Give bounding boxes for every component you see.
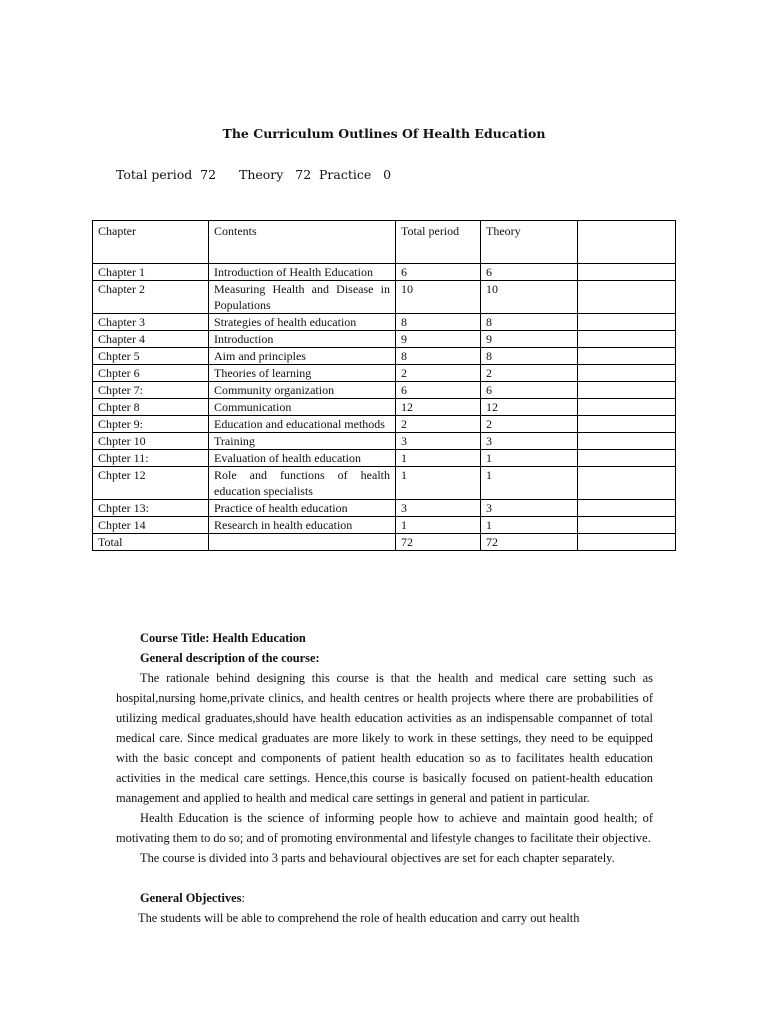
table-row bbox=[93, 534, 676, 551]
course-title: Course Title: Health Education bbox=[140, 631, 306, 645]
contents-cell: Education and educational methods bbox=[209, 416, 396, 433]
total-period-cell: 2 bbox=[396, 365, 481, 382]
theory-cell: 1 bbox=[481, 517, 578, 534]
extra-cell bbox=[578, 331, 676, 348]
extra-cell bbox=[578, 382, 676, 399]
total-period-cell: 10 bbox=[396, 281, 481, 314]
extra-cell bbox=[578, 500, 676, 517]
extra-cell bbox=[578, 348, 676, 365]
curriculum-table bbox=[92, 220, 676, 551]
contents-cell: Evaluation of health education bbox=[209, 450, 396, 467]
chapter-cell: Chapter 1 bbox=[93, 264, 209, 281]
chapter-cell: Chapter 2 bbox=[93, 281, 209, 314]
description-paragraph-3: The course is divided into 3 parts and behavioural objectives are set for each chapter separately. bbox=[140, 851, 615, 865]
header-cell: Total period bbox=[396, 221, 481, 264]
contents-cell: Research in health education bbox=[209, 517, 396, 534]
description-paragraph-2: Health Education is the science of informing people how to achieve and maintain good health; of motivating them to do so; and of promoting environmental and lifestyle changes to facilitate their objective. bbox=[116, 811, 653, 845]
table-row bbox=[93, 500, 676, 517]
description-heading: General description of the course: bbox=[140, 651, 320, 665]
table-row bbox=[93, 517, 676, 534]
total-period-cell: 8 bbox=[396, 314, 481, 331]
total-period-cell: 6 bbox=[396, 382, 481, 399]
theory-cell: 3 bbox=[481, 500, 578, 517]
chapter-cell: Chpter 5 bbox=[93, 348, 209, 365]
theory-cell: 1 bbox=[481, 450, 578, 467]
contents-cell: Aim and principles bbox=[209, 348, 396, 365]
practice-text: Practice 0 bbox=[319, 167, 392, 182]
total-period-cell: 2 bbox=[396, 416, 481, 433]
contents-cell: Strategies of health education bbox=[209, 314, 396, 331]
table-row bbox=[93, 450, 676, 467]
extra-cell bbox=[578, 467, 676, 500]
theory-cell: 8 bbox=[481, 348, 578, 365]
contents-cell: Introduction of Health Education bbox=[209, 264, 396, 281]
header-cell: Chapter bbox=[93, 221, 209, 264]
contents-cell: Practice of health education bbox=[209, 500, 396, 517]
theory-cell: 1 bbox=[481, 467, 578, 500]
document-title: The Curriculum Outlines Of Health Education bbox=[222, 126, 546, 141]
chapter-cell: Chapter 4 bbox=[93, 331, 209, 348]
theory-cell: 6 bbox=[481, 264, 578, 281]
total-period-cell: 6 bbox=[396, 264, 481, 281]
table-row bbox=[93, 399, 676, 416]
contents-cell: Introduction bbox=[209, 331, 396, 348]
total-period-cell: 8 bbox=[396, 348, 481, 365]
chapter-cell: Chpter 9: bbox=[93, 416, 209, 433]
total-period-cell: 1 bbox=[396, 467, 481, 500]
description-paragraph-1: The rationale behind designing this course is that the health and medical care setting such as hospital,nursing home,private clinics, and health centres or health projects where there are probabilities of utilizing medical graduates,should have health education activities as an indispensable compannet of total medical care. Since medical graduates are more likely to work in these settings, they need to be equipped with the basic concept and components of patient health education so as to facilitates health education activities in the medical care settings. Hence,this course is basically focused on patient-health education management and applied to health and medical care settings in general and patient in particular. bbox=[116, 671, 653, 805]
extra-cell bbox=[578, 517, 676, 534]
chapter-cell: Chapter 3 bbox=[93, 314, 209, 331]
chapter-cell: Chpter 7: bbox=[93, 382, 209, 399]
table-row bbox=[93, 314, 676, 331]
chapter-cell: Chpter 13: bbox=[93, 500, 209, 517]
total-period-cell: 3 bbox=[396, 433, 481, 450]
total-period-text: Total period 72 bbox=[116, 167, 217, 182]
total-period-cell: 1 bbox=[396, 450, 481, 467]
contents-cell: Role and functions of health education specialists bbox=[209, 467, 396, 500]
total-period-cell: 9 bbox=[396, 331, 481, 348]
theory-cell: 12 bbox=[481, 399, 578, 416]
total-period-cell: 12 bbox=[396, 399, 481, 416]
header-cell: Theory bbox=[481, 221, 578, 264]
table-row bbox=[93, 467, 676, 500]
extra-cell bbox=[578, 314, 676, 331]
header-cell bbox=[578, 221, 676, 264]
table-row bbox=[93, 348, 676, 365]
header-cell: Contents bbox=[209, 221, 396, 264]
extra-cell bbox=[578, 416, 676, 433]
total-period-cell: 72 bbox=[396, 534, 481, 551]
extra-cell bbox=[578, 534, 676, 551]
extra-cell bbox=[578, 281, 676, 314]
table-row bbox=[93, 382, 676, 399]
table-row bbox=[93, 331, 676, 348]
contents-cell: Communication bbox=[209, 399, 396, 416]
extra-cell bbox=[578, 399, 676, 416]
total-period-cell: 3 bbox=[396, 500, 481, 517]
chapter-cell: Chpter 12 bbox=[93, 467, 209, 500]
extra-cell bbox=[578, 433, 676, 450]
table-header-row bbox=[93, 221, 676, 264]
chapter-cell: Chpter 8 bbox=[93, 399, 209, 416]
theory-text: Theory 72 bbox=[239, 167, 312, 182]
objectives-paragraph: The students will be able to comprehend the role of health education and carry out health bbox=[138, 911, 580, 925]
contents-cell bbox=[209, 534, 396, 551]
table-row bbox=[93, 433, 676, 450]
table-row bbox=[93, 365, 676, 382]
table-row bbox=[93, 416, 676, 433]
contents-cell: Measuring Health and Disease in Populations bbox=[209, 281, 396, 314]
table-row bbox=[93, 264, 676, 281]
course-description bbox=[116, 628, 653, 928]
chapter-cell: Chpter 14 bbox=[93, 517, 209, 534]
contents-cell: Theories of learning bbox=[209, 365, 396, 382]
theory-cell: 8 bbox=[481, 314, 578, 331]
objectives-heading: General Objectives: bbox=[140, 891, 245, 905]
theory-cell: 3 bbox=[481, 433, 578, 450]
contents-cell: Training bbox=[209, 433, 396, 450]
chapter-cell: Chpter 6 bbox=[93, 365, 209, 382]
theory-cell: 10 bbox=[481, 281, 578, 314]
theory-cell: 2 bbox=[481, 416, 578, 433]
chapter-cell: Chpter 11: bbox=[93, 450, 209, 467]
theory-cell: 9 bbox=[481, 331, 578, 348]
total-period-cell: 1 bbox=[396, 517, 481, 534]
theory-cell: 6 bbox=[481, 382, 578, 399]
chapter-cell: Chpter 10 bbox=[93, 433, 209, 450]
theory-cell: 72 bbox=[481, 534, 578, 551]
extra-cell bbox=[578, 264, 676, 281]
contents-cell: Community organization bbox=[209, 382, 396, 399]
extra-cell bbox=[578, 365, 676, 382]
chapter-cell: Total bbox=[93, 534, 209, 551]
extra-cell bbox=[578, 450, 676, 467]
table-row bbox=[93, 281, 676, 314]
theory-cell: 2 bbox=[481, 365, 578, 382]
